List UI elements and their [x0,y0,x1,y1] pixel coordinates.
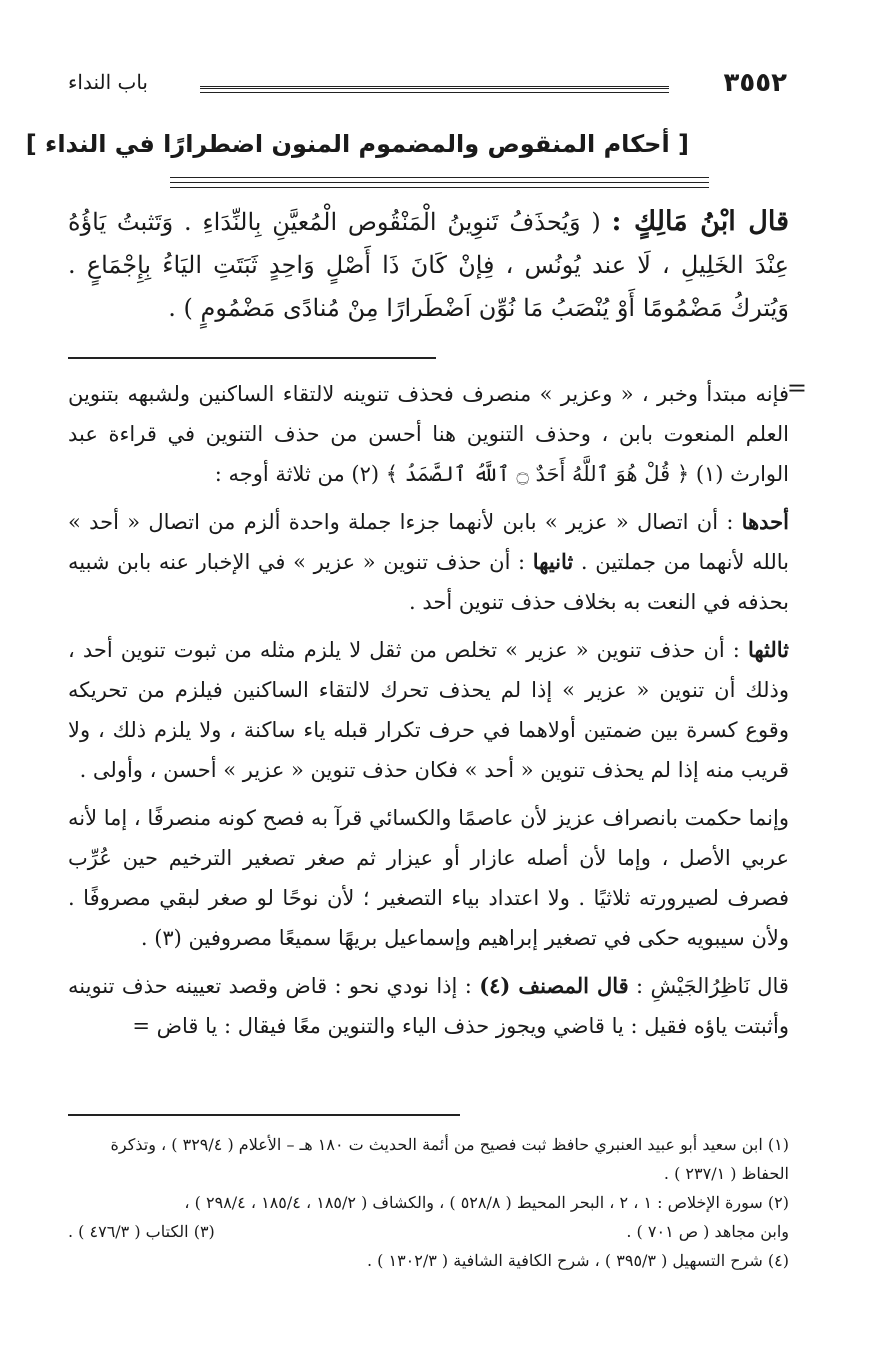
commentary-para-1: فإنه مبتدأ وخبر ، « وعزير » منصرف فحذف تنوينه لالتقاء الساكنين ولشبهه بتنوين العلم المنعوت بابن ، وحذف التنوين هنا أحسن من حذف التنوين في قراءة عبد الوارث (١) ﴿ قُلْ هُوَ ٱللَّهُ أَحَدٌ ۝ ٱللَّهُ ٱلصَّمَدُ ﴾ (٢) من ثلاثة أوجه : [68,382,789,486]
commentary-para-2 [68,502,789,622]
para-5-text: : إذا نودي نحو : قاض وقصد تعيينه حذف تنوينه وأثبتت ياؤه فقيل : يا قاضي ويجوز حذف الياء والتنوين معًا فيقال : يا قاض = [68,974,789,1038]
header-rule [200,86,669,93]
footnote-4: (٤) شرح التسهيل ( ٣٩٥/٣ ) ، شرح الكافية الشافية ( ١٣٠٢/٣ ) . [366,1251,789,1270]
commentary [68,374,789,1054]
matn-text [68,200,789,330]
footnote-row [68,1217,789,1246]
page-header [68,64,787,104]
matn-separator [68,357,436,359]
chapter-title: باب النداء [68,70,148,94]
title-underline [170,177,709,192]
point-one-text: : أن اتصال « عزير » بابن لأنهما جزءا جملة واحدة ألزم من اتصال « أحد » بالله لأنهما من جملتين . [68,510,789,574]
page-number: ٣٥٥٢ [723,68,787,98]
footnote-2: (٢) سورة الإخلاص : ١ ، ٢ ، البحر المحيط ( ٥٢٨/٨ ) ، والكشاف ( ١٨٥/٢ ، ١٨٥/٤ ، ٢٩٨/٤ ) ، [184,1193,789,1212]
point-three-label: ثالثها [747,637,789,662]
point-three-text: : أن حذف تنوين « عزير » تخلص من ثقل لا يلزم مثله من ثبوت تنوين أحد ، وذلك أن تنوين « عزير » إذا لم يحذف تحرك لالتقاء الساكنين فيلزم من تحريكه وقوع كسرة بين ضمتين أولاهما في حرف تكرار قبله ياء ساكنة ، ولا يلزم ذلك ، ولا قريب منه إذا لم يحذف تنوين « أحد » فكان حذف تنوين « عزير » أحسن ، وأولى . [68,638,789,782]
point-two-label: ثانيها [532,549,574,574]
commentary-para-5 [68,966,789,1046]
footnote-3: (٣) الكتاب ( ٤٧٦/٣ ) . [68,1222,215,1241]
commentary-para-4: وإنما حكمت بانصراف عزيز لأن عاصمًا والكسائي قرآ به فصح كونه منصرفًا ، إما لأنه عربي الأصل ، وإما لأن أصله عازار أو عيزار ثم صغر تصغير الترخيم حين عُرِّب فصرف لصيرورته ثلاثيًا . ولا اعتداد بياء التصغير ؛ لأن نوحًا لو صغر لبقي مصروفًا . ولأن سيبويه حكى في تصغير إبراهيم وإسماعيل بريهًا سميعًا مصروفين (٣) . [68,806,789,950]
footnote-separator [68,1114,460,1116]
nazir-label: قال نَاظِرُالجَيْشِ : [636,974,789,998]
footnotes [68,1130,789,1275]
matn-speaker: قال ابْنُ مَالِكٍ : [611,206,789,237]
continuation-mark: = [786,374,807,402]
commentary-para-3 [68,630,789,790]
footnote-2-cont: وابن مجاهد ( ص ٧٠١ ) . [626,1222,789,1241]
section-title: [ أحكام المنقوص والمضموم المنون اضطرارًا في النداء ] [25,130,689,158]
point-one-label: أحدها [741,509,789,534]
footnote-1: (١) ابن سعيد أبو عبيد العنبري حافظ ثبت فصيح من أئمة الحديث ت ١٨٠ هـ – الأعلام ( ٣٢٩/٤ ) ، وتذكرة الحفاظ ( ٢٣٧/١ ) . [110,1135,789,1183]
point-two-text: : أن حذف تنوين « عزير » في الإخبار عنه بابن شبيه بحذفه في النعت به بخلاف حذف تنوين أحد . [68,550,789,614]
author-label: قال المصنف (٤) [479,973,629,998]
matn-body: ( وَيُحذَفُ تَنوِينُ الْمَنْقُوص الْمُعيَّنِ بِالنِّدَاءِ . وَتَثبتُ يَاؤُهُ عِنْدَ الخَلِيلِ ، لَا عند يُونُس ، فِإنْ كَانَ ذَا أَصْلٍ وَاحِدٍ ثَبَتَتِ اليَاءُ بِإِجْمَاعٍ . وَيُتركُ مَضْمُومًا أَوْ يُنْصَبُ مَا نُوِّن اَضْطَرارًا مِنْ مُنادًى مَضْمُومٍ ) . [68,208,789,322]
